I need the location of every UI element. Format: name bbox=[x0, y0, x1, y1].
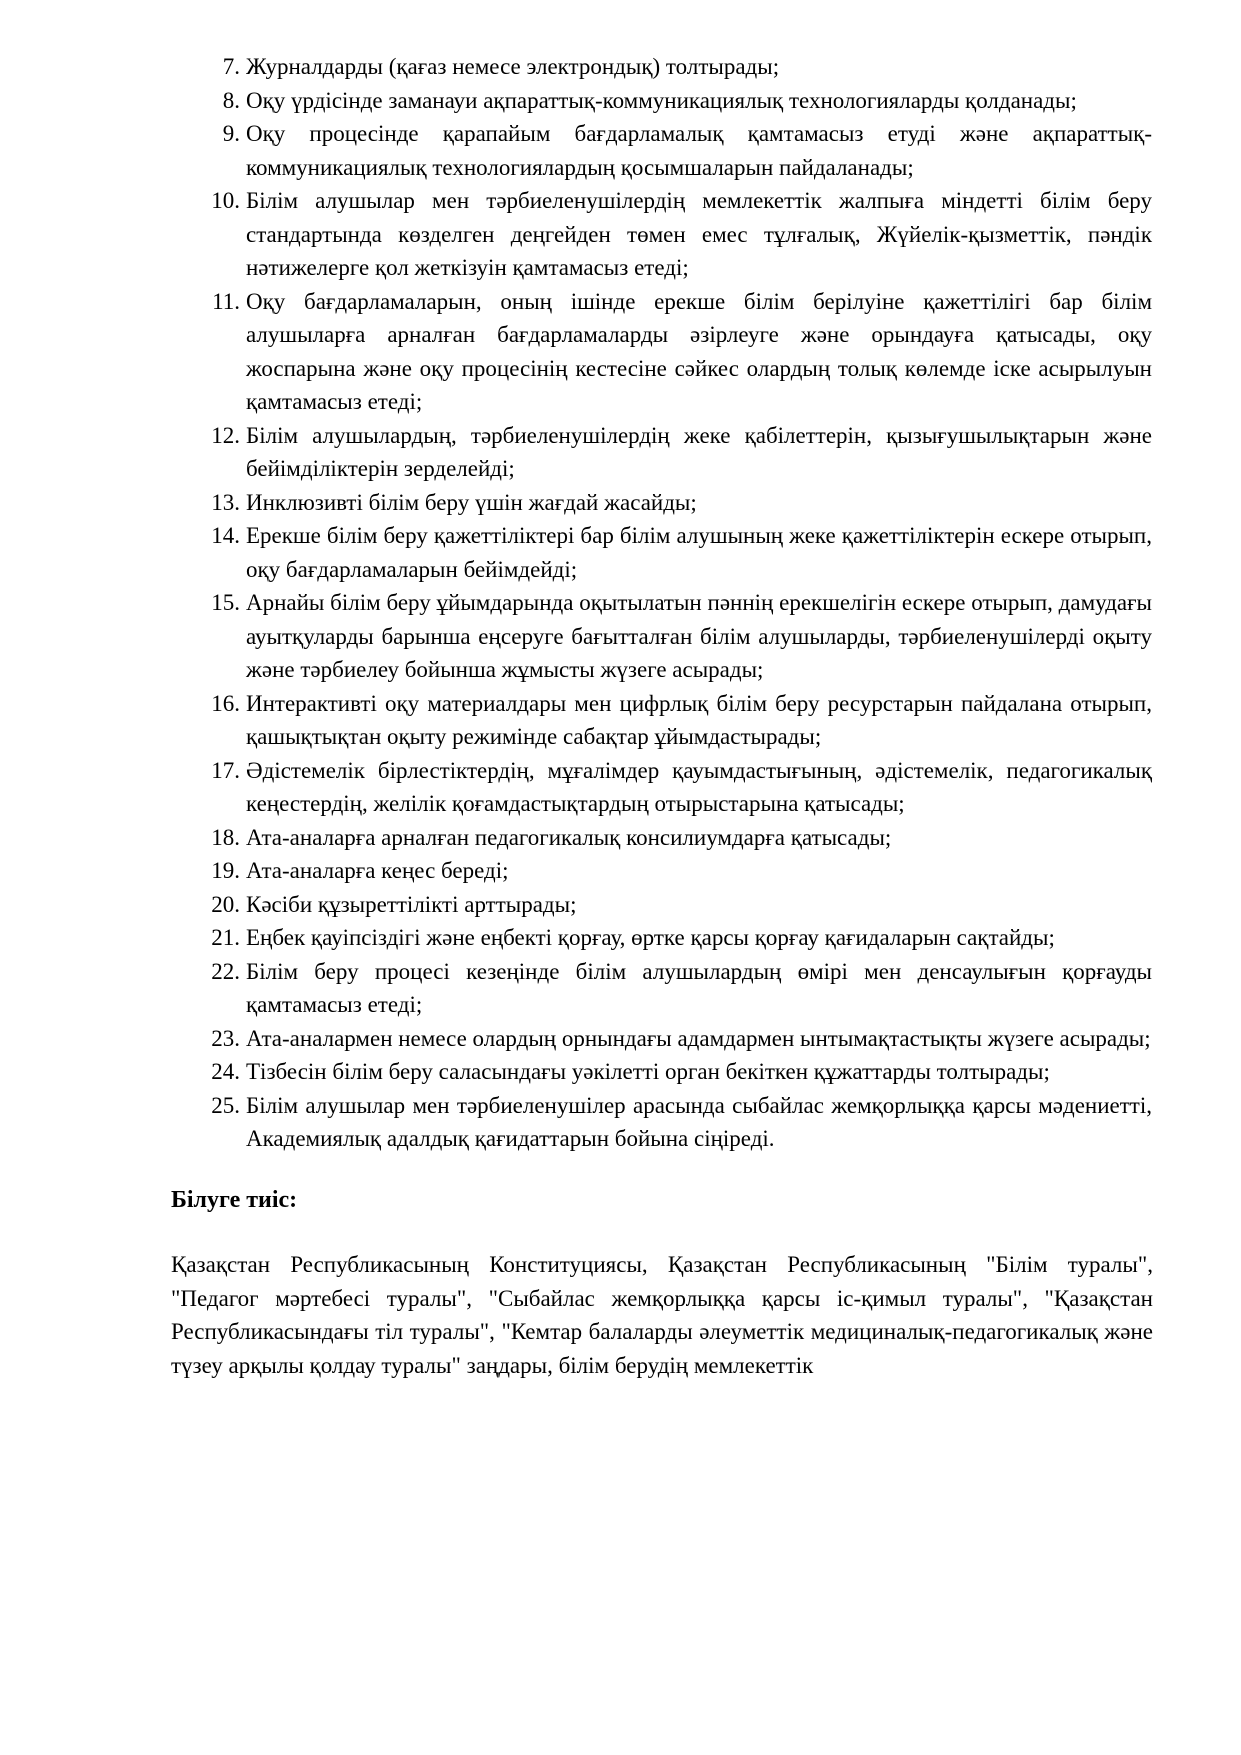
list-item-text: Ата-аналарға кеңес береді; bbox=[246, 858, 509, 883]
list-item-text: Әдістемелік бірлестіктердің, мұғалімдер қауымдастығының, әдістемелік, педагогикалық кеңестердің, желілік қоғамдастықтардың отырыстарына қатысады; bbox=[246, 757, 1152, 816]
list-item-number: 15. bbox=[211, 590, 240, 615]
list-item-number: 13. bbox=[211, 489, 240, 515]
list-item bbox=[0, 50, 1241, 84]
list-item bbox=[0, 955, 1241, 1022]
section-heading: Білуге тиіс: bbox=[171, 1186, 298, 1213]
list-item bbox=[0, 419, 1241, 486]
list-item-text: Тізбесін білім беру саласындағы уәкілетті орган бекіткен құжаттарды толтырады; bbox=[246, 1059, 1050, 1084]
list-item bbox=[0, 687, 1241, 754]
list-item bbox=[0, 854, 1241, 888]
body-paragraph: Қазақстан Республикасының Конституциясы, Қазақстан Республикасының "Білім туралы", "Педагог мәртебесі туралы", "Сыбайлас жемқорлыққа қарсы іс-қимыл туралы", "Қазақстан Республикасындағы тіл туралы", "Кемтар балаларды әлеуметтік медициналық-педагогикалық және түзеу арқылы қолдау туралы" заңдары, білім берудің мемлекеттік bbox=[171, 1252, 1153, 1378]
list-item-number: 24. bbox=[211, 1059, 240, 1084]
list-item-text: Журналдарды (қағаз немесе электрондық) толтырады; bbox=[246, 54, 780, 79]
list-item bbox=[0, 921, 1241, 955]
list-item-number: 8. bbox=[222, 87, 240, 113]
list-item bbox=[0, 754, 1241, 821]
list-item bbox=[0, 117, 1241, 184]
duties-list bbox=[0, 50, 1241, 1156]
list-item-number: 23. bbox=[211, 1025, 240, 1051]
list-item-number: 17. bbox=[211, 757, 240, 783]
list-item-number: 20. bbox=[211, 891, 240, 917]
list-item-text: Ата-аналарға арналған педагогикалық консилиумдарға қатысады; bbox=[246, 824, 892, 850]
list-item-number: 22. bbox=[211, 958, 240, 984]
list-item bbox=[0, 84, 1241, 118]
list-item bbox=[0, 888, 1241, 922]
list-item-number: 19. bbox=[211, 858, 240, 883]
list-item-number: 10. bbox=[211, 188, 240, 213]
list-item-text: Ата-аналармен немесе олардың орнындағы адамдармен ынтымақтастықты жүзеге асырады; bbox=[246, 1025, 1151, 1051]
page-content bbox=[0, 50, 1241, 1382]
list-item-text: Оқу үрдісінде заманауи ақпараттық-коммуникациялық технологияларды қолданады; bbox=[246, 87, 1077, 113]
list-item-number: 14. bbox=[211, 523, 240, 548]
list-item bbox=[0, 519, 1241, 586]
list-item-number: 7. bbox=[222, 54, 240, 79]
list-item bbox=[0, 1022, 1241, 1056]
list-item-number: 9. bbox=[222, 121, 240, 146]
list-item-text: Оқу процесінде қарапайым бағдарламалық қамтамасыз етуді және ақпараттық-коммуникациялық технологиялардың қосымшаларын пайдаланады; bbox=[246, 121, 1152, 180]
list-item-text: Инклюзивті білім беру үшін жағдай жасайды; bbox=[246, 489, 697, 515]
list-item-number: 16. bbox=[211, 690, 240, 716]
list-item bbox=[0, 821, 1241, 855]
list-item-text: Білім алушылар мен тәрбиеленушілердің мемлекеттік жалпыға міндетті білім беру стандартында көзделген деңгейден төмен емес тұлғалық, Жүйелік-қызметтік, пәндік нәтижелерге қол жеткізуін қамтамасыз етеді; bbox=[246, 188, 1152, 280]
list-item-text: Білім алушылардың, тәрбиеленушілердің жеке қабілеттерін, қызығушылықтарын және бейімділіктерін зерделейді; bbox=[246, 422, 1152, 481]
list-item-number: 18. bbox=[211, 824, 240, 850]
list-item-number: 25. bbox=[211, 1092, 240, 1118]
list-item-text: Білім беру процесі кезеңінде білім алушылардың өмірі мен денсаулығын қорғауды қамтамасыз етеді; bbox=[246, 958, 1152, 1017]
list-item-number: 11. bbox=[212, 288, 240, 314]
list-item-number: 21. bbox=[211, 925, 240, 950]
list-item bbox=[0, 586, 1241, 687]
list-item-text: Арнайы білім беру ұйымдарында оқытылатын пәннің ерекшелігін ескере отырып, дамудағы ауытқуларды барынша еңсеруге бағытталған білім алушыларды, тәрбиеленушілерді оқыту және тәрбиелеу бойынша жұмысты жүзеге асырады; bbox=[246, 590, 1152, 682]
list-item-text: Білім алушылар мен тәрбиеленушілер арасында сыбайлас жемқорлыққа қарсы мәдениетті, Академиялық адалдық қағидаттарын бойына сіңіреді. bbox=[246, 1092, 1152, 1151]
list-item-text: Ерекше білім беру қажеттіліктері бар білім алушының жеке қажеттіліктерін ескере отырып, оқу бағдарламаларын бейімдейді; bbox=[246, 523, 1152, 582]
list-item bbox=[0, 184, 1241, 285]
list-item-text: Еңбек қауіпсіздігі және еңбекті қорғау, өртке қарсы қорғау қағидаларын сақтайды; bbox=[246, 925, 1055, 950]
list-item bbox=[0, 486, 1241, 520]
list-item bbox=[0, 1089, 1241, 1156]
list-item-text: Интерактивті оқу материалдары мен цифрлық білім беру ресурстарын пайдалана отырып, қашықтықтан оқыту режимінде сабақтар ұйымдастырады; bbox=[246, 690, 1152, 749]
list-item bbox=[0, 285, 1241, 419]
list-item-text: Кәсіби құзыреттілікті арттырады; bbox=[246, 891, 577, 917]
list-item-number: 12. bbox=[211, 422, 240, 448]
list-item-text: Оқу бағдарламаларын, оның ішінде ерекше білім берілуіне қажеттілігі бар білім алушыларға арналған бағдарламаларды әзірлеуге және орындауға қатысады, оқу жоспарына және оқу процесінің кестесіне сәйкес олардың толық көлемде іске асырылуын қамтамасыз етеді; bbox=[246, 288, 1152, 414]
list-item bbox=[0, 1055, 1241, 1089]
